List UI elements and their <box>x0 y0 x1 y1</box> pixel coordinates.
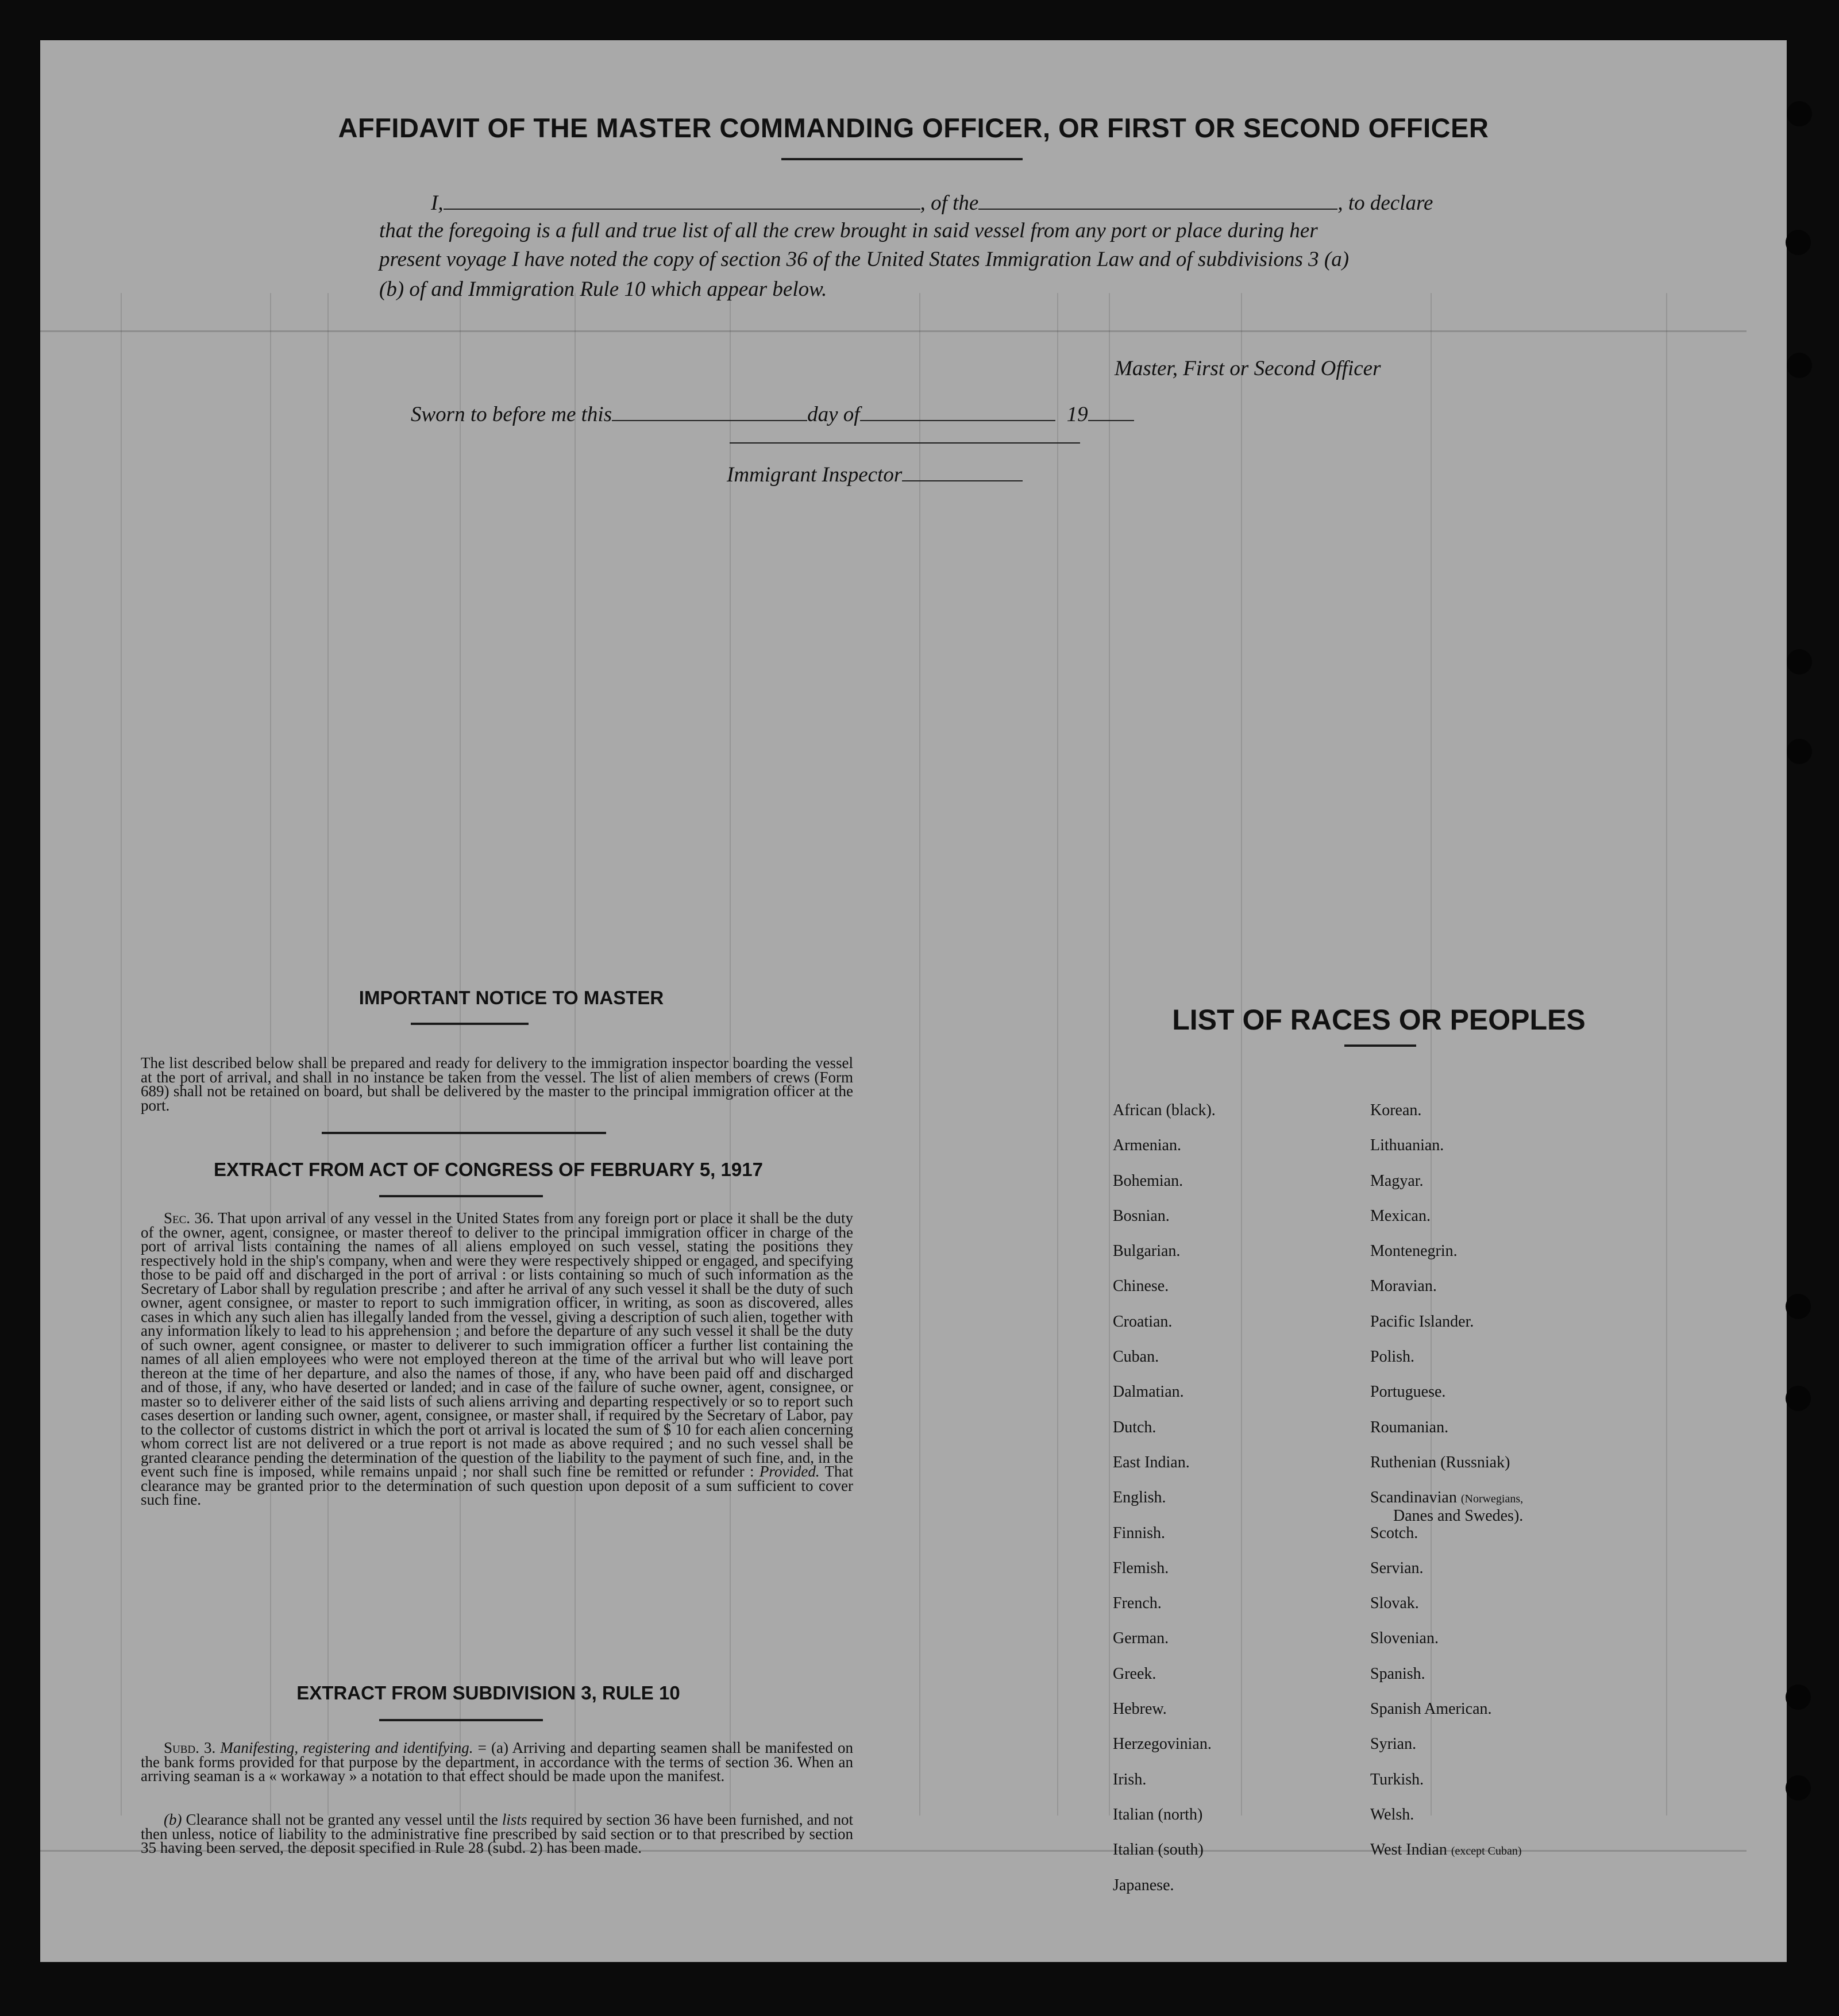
race-label: East Indian. <box>1113 1453 1190 1471</box>
race-label: Moravian. <box>1370 1277 1437 1296</box>
race-label: Dutch. <box>1113 1418 1156 1436</box>
race-item <box>1113 1560 1354 1595</box>
race-label: Korean. <box>1370 1101 1422 1119</box>
affidavit-line-3: present voyage I have noted the copy of section 36 of the United States Immigration Law and of subdivisions 3 (a) <box>379 248 1350 271</box>
race-label: Japanese. <box>1113 1876 1174 1894</box>
race-label: Spanish. <box>1370 1664 1425 1683</box>
race-item <box>1113 1419 1354 1454</box>
race-item <box>1370 1806 1692 1841</box>
race-item <box>1370 1173 1692 1208</box>
race-label: Turkish. <box>1370 1770 1424 1788</box>
sworn-day-of: day of <box>807 403 860 426</box>
inspector-line <box>727 458 1023 487</box>
affidavit-to-declare: , to declare <box>1337 191 1433 215</box>
race-label: Bulgarian. <box>1113 1242 1181 1261</box>
race-item <box>1370 1383 1692 1418</box>
provided-word: Provided. <box>759 1463 820 1480</box>
race-item <box>1370 1525 1692 1560</box>
race-label: Pacific Islander. <box>1370 1312 1474 1331</box>
ghost-column <box>121 293 122 1815</box>
race-item <box>1113 1630 1354 1665</box>
sworn-year: 19 <box>1066 403 1088 426</box>
race-label: Mexican. <box>1370 1206 1431 1225</box>
race-label: Finnish. <box>1113 1524 1166 1542</box>
race-label: Chinese. <box>1113 1277 1169 1296</box>
race-label: Italian (north) <box>1113 1805 1203 1824</box>
binder-hole <box>1786 1386 1811 1411</box>
para-b-label: (b) <box>164 1811 182 1828</box>
sec-36-end: That clearance may be granted prior to the determination of such question upon deposit of a sum sufficient to cover such fine. <box>141 1463 854 1508</box>
race-label: Italian (south) <box>1113 1841 1204 1859</box>
race-item <box>1370 1102 1692 1137</box>
binder-hole <box>1787 101 1812 126</box>
race-label: Scandinavian <box>1370 1489 1457 1507</box>
races-left-column <box>1113 1102 1354 1912</box>
race-label: Roumanian. <box>1370 1418 1449 1436</box>
year-blank <box>1088 398 1134 421</box>
extract-act-rule <box>379 1195 543 1197</box>
race-label: Greek. <box>1113 1664 1156 1683</box>
race-label: Magyar. <box>1370 1171 1424 1190</box>
race-label: Slovenian. <box>1370 1629 1439 1648</box>
race-label: Scotch. <box>1370 1524 1418 1542</box>
sec-36-body: That upon arrival of any vessel in the United States from any foreign port or place it shall be the duty of the owner, agent, consignee, or master thereof to deliver to the principal immigration officer in charge of the port of arrival lists containing the names of all aliens employed on such vessel, stating the positions they respectively hold in the ship's company, when and were they were respectively shipped or engaged, and specifying those to be paid off and discharged in the port of arrival : or lists containing so much of such information as the Secretary of Labor shall by regulation prescribe ; and after he arrival of any such vessel it shall be the duty of such owner, agent consignee, or master to report to such immigration officer, in writing, as soon as discovered, alles cases in which any such alien has illegally landed from the vessel, giving a description of such alien, together with any information likely to lead to his apprehension ; and before the departure of any such vessel it shall be the duty of such owner, agent consignee, or master to deliverer to such immigration officer a further list containing the names of all alien employees who were not employed thereon at the time of the arrival but who will leave port thereon at the time of her departure, and also the names of those, if any, who have been paid off and discharged and of those, if any, who have deserted or landed; and in case of the failure of suche owner, agent, consignee, or master so to deliverer either of the said lists of such aliens arriving and departing respectively or so to report such cases desertion or landing such owner, agent, consignee, or master shall, if required by the Secretary of Labor, pay to the collector of customs district in which the port ot arrival is located the sum of $ 10 for each alien concerning whom correct list are not delivered or a true report is not made as above required ; and no such vessel shall be granted clearance pending the determination of the question of the liability to the payment of such fine, and, in the event such fine is imposed, while remains unpaid ; nor shall such fine be remitted or refunder : <box>141 1209 854 1480</box>
race-item <box>1113 1102 1354 1137</box>
race-label: Hebrew. <box>1113 1700 1167 1718</box>
race-item <box>1370 1595 1692 1630</box>
race-label: Portuguese. <box>1370 1383 1446 1401</box>
sec-label: Sec. 36. <box>164 1209 214 1227</box>
race-item <box>1113 1173 1354 1208</box>
race-label: Dalmatian. <box>1113 1383 1184 1401</box>
race-label: Servian. <box>1370 1559 1424 1577</box>
title-rule <box>781 158 1023 160</box>
binder-hole <box>1787 353 1812 378</box>
affidavit-of-the: , of the <box>920 191 979 215</box>
affidavit-line-1 <box>379 187 1433 215</box>
master-signature-label: Master, First or Second Officer <box>1115 357 1381 380</box>
race-item <box>1113 1454 1354 1489</box>
notice-divider <box>322 1132 606 1134</box>
race-item <box>1113 1701 1354 1736</box>
inspector-label: Immigrant Inspector <box>727 463 903 487</box>
race-item <box>1113 1736 1354 1771</box>
rule-10-para-b <box>141 1813 853 1855</box>
race-item <box>1113 1243 1354 1278</box>
race-label: Armenian. <box>1113 1136 1181 1155</box>
scan-border <box>1787 0 1839 2016</box>
race-item <box>1370 1278 1692 1313</box>
scandinavian-note-2: Danes and Swedes). <box>1393 1507 1524 1525</box>
section-36-text <box>141 1211 853 1507</box>
race-item <box>1113 1666 1354 1701</box>
race-item <box>1370 1313 1692 1348</box>
document-page <box>40 40 1787 1962</box>
ghost-column <box>919 293 920 1815</box>
notice-rule <box>411 1023 529 1025</box>
race-item <box>1113 1489 1354 1524</box>
race-label: Bosnian. <box>1113 1206 1170 1225</box>
race-label: French. <box>1113 1594 1162 1613</box>
races-title: LIST OF RACES OR PEOPLES <box>1172 1004 1586 1036</box>
race-item <box>1113 1877 1354 1912</box>
race-item <box>1370 1419 1692 1454</box>
race-label: Spanish American. <box>1370 1700 1492 1718</box>
extract-rule-title: EXTRACT FROM SUBDIVISION 3, RULE 10 <box>296 1682 680 1703</box>
sworn-prefix: Sworn to before me this <box>411 403 612 426</box>
race-item <box>1113 1595 1354 1630</box>
subd-heading: Manifesting, registering and identifying. <box>220 1739 473 1756</box>
race-label: Syrian. <box>1370 1735 1417 1753</box>
extract-act-title: EXTRACT FROM ACT OF CONGRESS OF FEBRUARY 5, 1917 <box>214 1159 763 1180</box>
binder-hole <box>1786 1294 1811 1319</box>
race-item <box>1370 1348 1692 1383</box>
subd-label: Subd. 3. <box>164 1739 216 1756</box>
race-label: Cuban. <box>1113 1348 1159 1366</box>
ghost-column <box>1057 293 1058 1815</box>
race-item <box>1370 1841 1692 1876</box>
rule-10-para-a <box>141 1741 853 1783</box>
scandinavian-note: (Norwegians, <box>1460 1493 1524 1506</box>
race-item <box>1113 1771 1354 1806</box>
race-item <box>1370 1630 1692 1665</box>
race-item <box>1370 1701 1692 1736</box>
race-label: Bohemian. <box>1113 1171 1183 1190</box>
race-item <box>1370 1560 1692 1595</box>
binder-hole <box>1787 739 1812 764</box>
para-b-rest: required by section 36 have been furnished, and not then unless, notice of liability to the administrative fine prescribed by said section or to that prescribed by section 35 having been served, the deposit specified in Rule 28 (subd. 2) has been made. <box>141 1811 854 1856</box>
race-item <box>1370 1208 1692 1243</box>
para-b-lists: lists <box>502 1811 527 1828</box>
west-indian-note: (except Cuban) <box>1451 1845 1522 1858</box>
race-label: Lithuanian. <box>1370 1136 1444 1155</box>
race-label: Polish. <box>1370 1348 1415 1366</box>
race-item <box>1370 1489 1692 1524</box>
race-item <box>1370 1137 1692 1172</box>
extract-rule-rule <box>379 1719 543 1721</box>
race-item <box>1370 1736 1692 1771</box>
race-item <box>1113 1278 1354 1313</box>
race-item <box>1370 1454 1692 1489</box>
affidavit-line-4: (b) of and Immigration Rule 10 which appear below. <box>379 277 827 301</box>
race-item <box>1113 1383 1354 1418</box>
affidavit-line-2: that the foregoing is a full and true list of all the crew brought in said vessel from any port or place during her <box>379 219 1318 242</box>
affidavit-title: AFFIDAVIT OF THE MASTER COMMANDING OFFICER, OR FIRST OR SECOND OFFICER <box>338 113 1489 143</box>
race-label: African (black). <box>1113 1101 1216 1119</box>
month-blank <box>860 398 1055 421</box>
race-label: German. <box>1113 1629 1169 1648</box>
race-label: Welsh. <box>1370 1805 1414 1824</box>
race-item <box>1113 1313 1354 1348</box>
sworn-line <box>411 398 1134 427</box>
race-label: Flemish. <box>1113 1559 1169 1577</box>
race-label: Montenegrin. <box>1370 1242 1458 1261</box>
race-label: Irish. <box>1113 1770 1147 1788</box>
race-label: Herzegovinian. <box>1113 1735 1212 1753</box>
race-item <box>1370 1666 1692 1701</box>
ghost-column <box>1109 293 1110 1815</box>
race-item <box>1113 1208 1354 1243</box>
race-label: West Indian <box>1370 1841 1447 1859</box>
notice-body: The list described below shall be prepared and ready for delivery to the immigration inspector boarding the vessel at the port of arrival, and shall in no instance be taken from the vessel. The list of alien members of crews (Form 689) shall not be retained on board, but shall be delivered by the master to the principal immigration officer at the port. <box>141 1054 853 1114</box>
inspector-blank <box>902 458 1023 481</box>
race-item <box>1370 1243 1692 1278</box>
race-item <box>1113 1137 1354 1172</box>
para-b-text: Clearance shall not be granted any vessel until the <box>186 1811 498 1828</box>
binder-hole <box>1787 649 1812 674</box>
binder-hole <box>1786 230 1811 255</box>
race-label: Croatian. <box>1113 1312 1173 1331</box>
race-item <box>1113 1806 1354 1841</box>
subd-para-a: = (a) Arriving and departing seamen shall be manifested on the bank forms provided for that purpose by the department, in accordance with the terms of section 36. When an arriving seaman is a « workaway » a notation to that effect should be made upon the manifest. <box>141 1739 853 1784</box>
signature-rule <box>730 442 1080 444</box>
race-item <box>1113 1348 1354 1383</box>
race-label: Slovak. <box>1370 1594 1419 1613</box>
ghost-rule <box>40 330 1747 332</box>
race-item <box>1113 1841 1354 1876</box>
race-label: Ruthenian (Russniak) <box>1370 1453 1510 1471</box>
race-item <box>1113 1525 1354 1560</box>
vessel-blank <box>978 187 1337 210</box>
name-blank <box>444 187 920 210</box>
binder-hole <box>1786 1685 1811 1710</box>
affidavit-i: I, <box>431 191 444 215</box>
notice-title: IMPORTANT NOTICE TO MASTER <box>358 987 664 1008</box>
race-item <box>1370 1771 1692 1806</box>
binder-hole <box>1786 1775 1811 1801</box>
day-blank <box>612 398 807 421</box>
races-right-column <box>1370 1102 1692 1877</box>
race-label: English. <box>1113 1489 1166 1507</box>
races-rule <box>1344 1044 1416 1047</box>
